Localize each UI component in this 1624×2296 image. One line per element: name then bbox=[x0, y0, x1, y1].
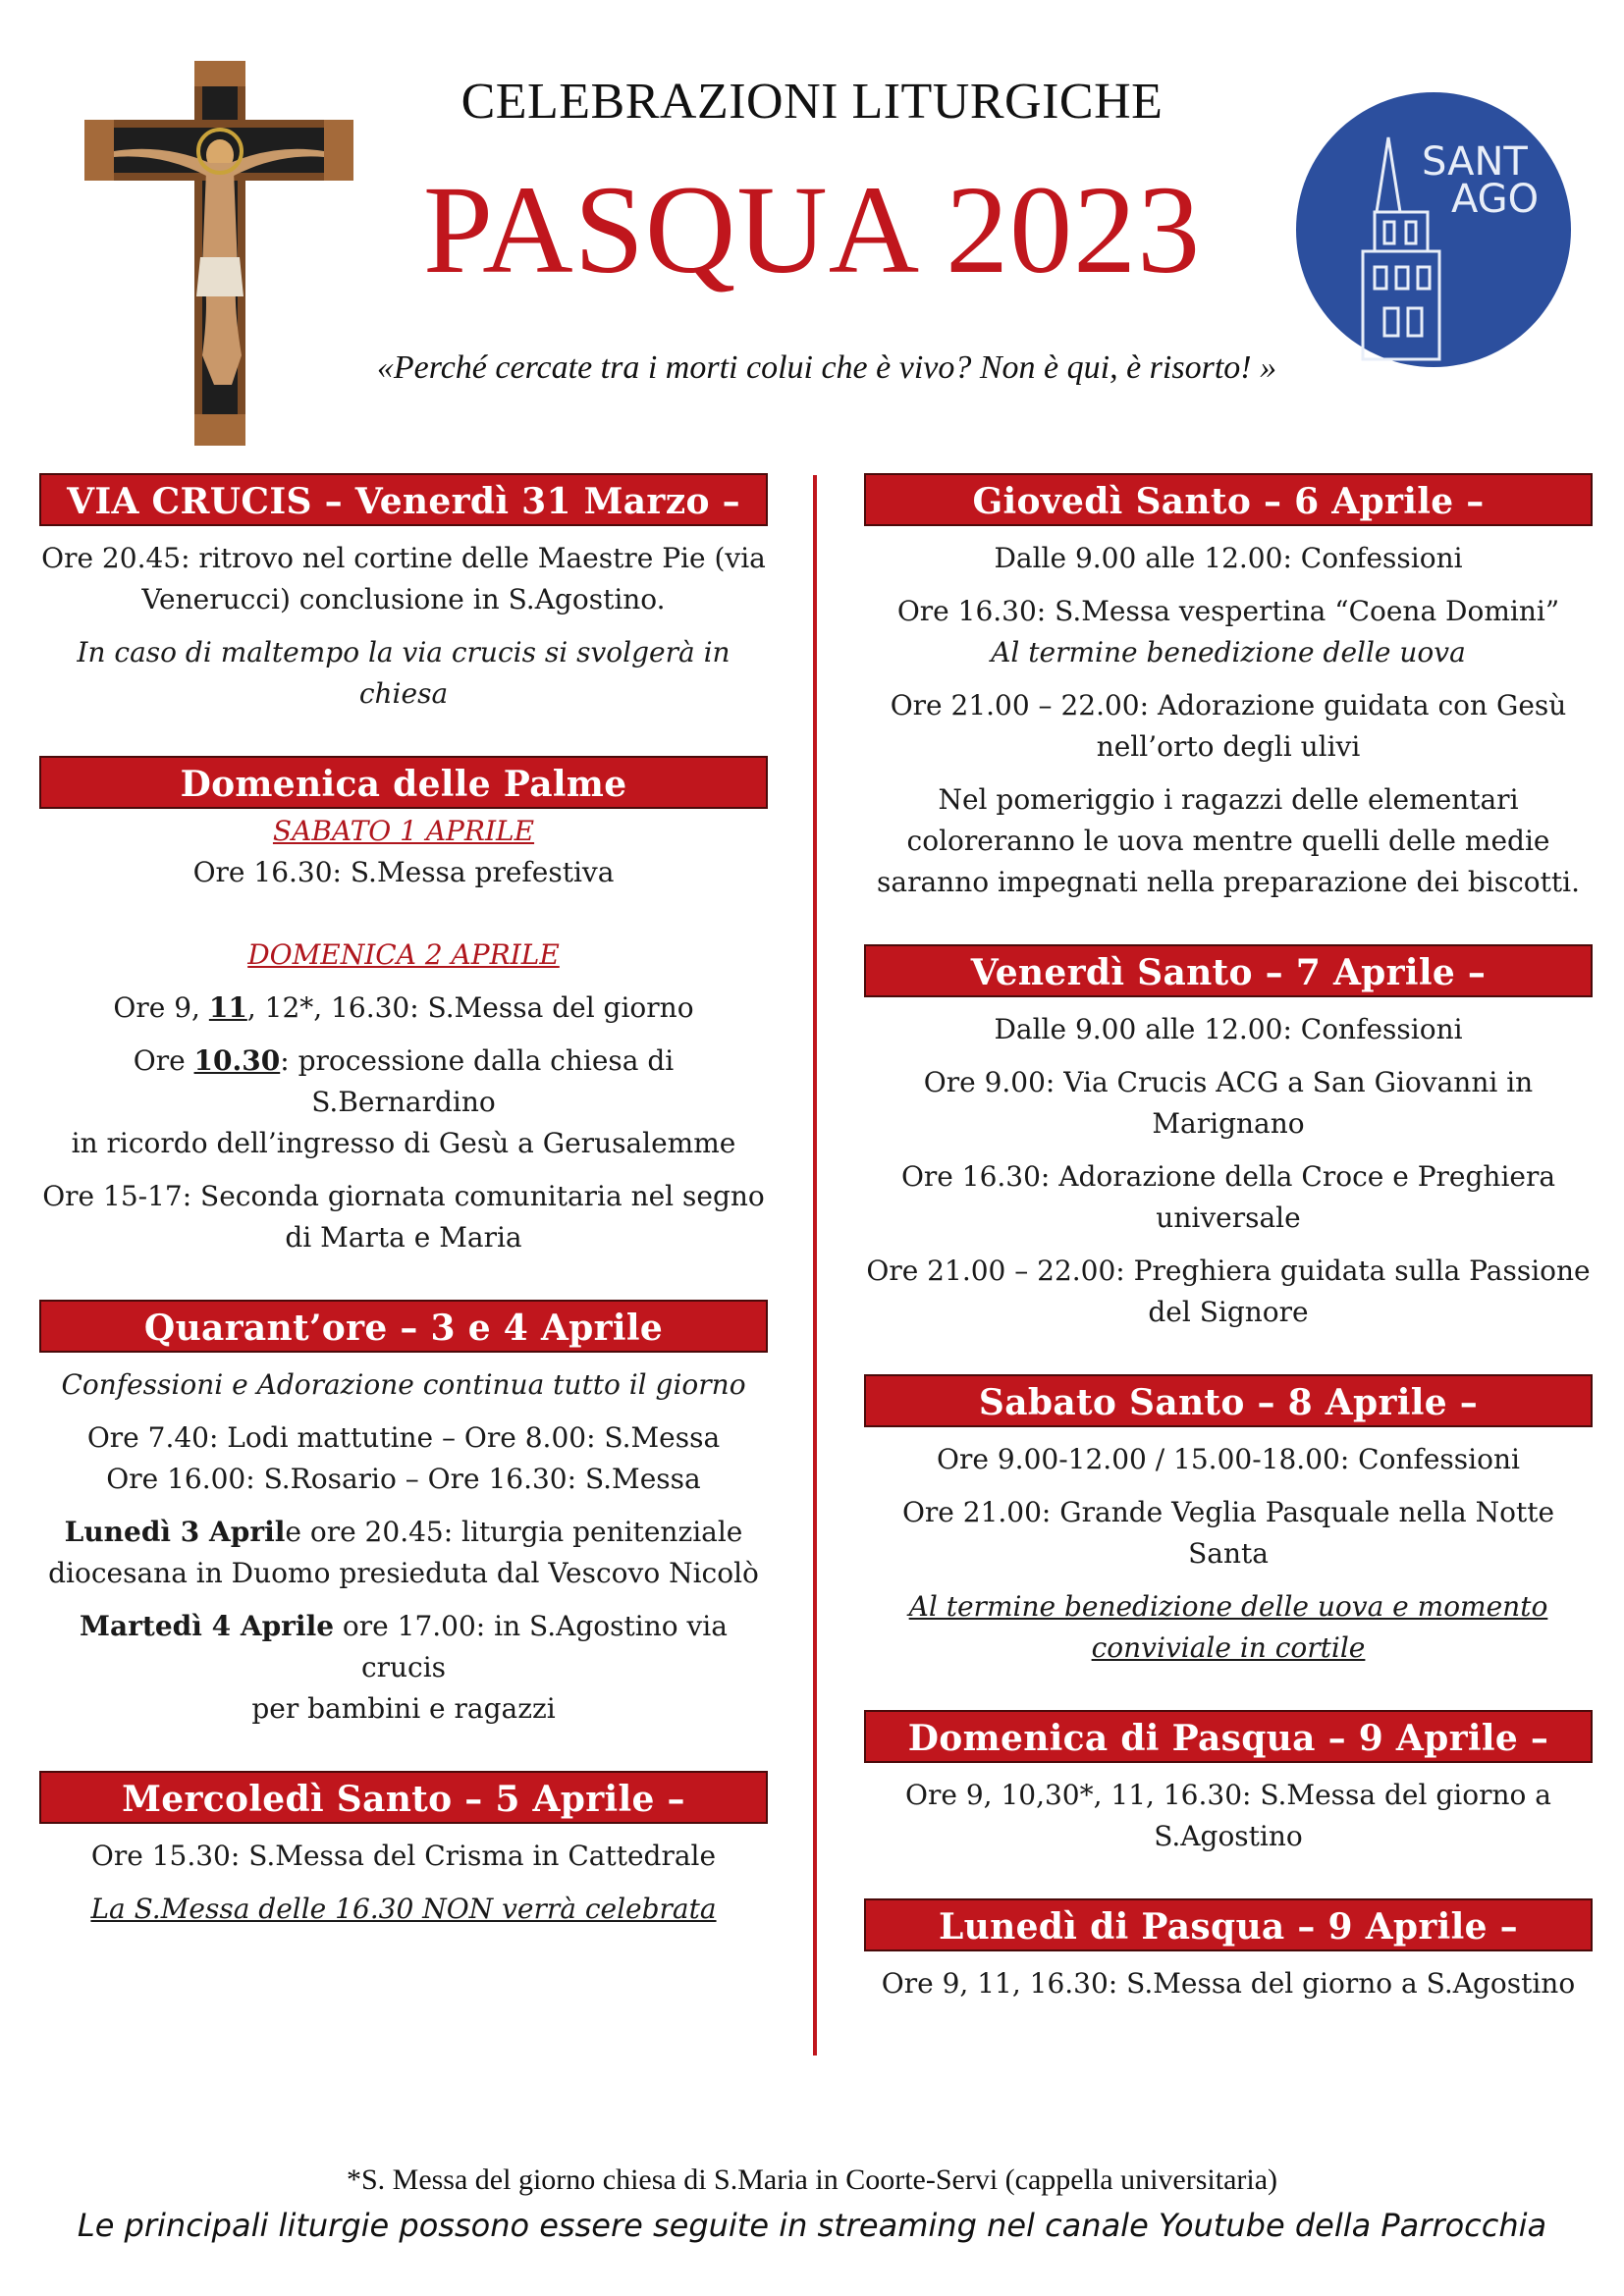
text-line: Martedì 4 Aprile ore 17.00: in S.Agostino via crucis bbox=[80, 1610, 728, 1683]
section-mercoledi bbox=[39, 1771, 768, 1930]
note-line: Confessioni e Adorazione continua tutto il giorno bbox=[61, 1368, 746, 1401]
section-title: Sabato Santo – 8 Aprile – bbox=[864, 1374, 1593, 1427]
text-line: Venerucci) conclusione in S.Agostino. bbox=[141, 583, 666, 615]
text-line: Ore 7.40: Lodi mattutine – Ore 8.00: S.Messa bbox=[86, 1421, 721, 1454]
text-line: Ore 9, 11, 12*, 16.30: S.Messa del giorno bbox=[113, 991, 694, 1024]
text-line: Ore 9.00-12.00 / 15.00-18.00: Confessioni bbox=[937, 1443, 1520, 1475]
section-sabato bbox=[864, 1374, 1593, 1669]
section-quarantore bbox=[39, 1300, 768, 1730]
text-line: Ore 16.30: Adorazione della Croce e Preghiera bbox=[900, 1160, 1556, 1193]
text-line: Ore 21.00 – 22.00: Preghiera guidata sulla Passione bbox=[866, 1255, 1591, 1287]
right-column bbox=[864, 473, 1593, 2046]
svg-text:AGO: AGO bbox=[1451, 177, 1540, 222]
text-line: coloreranno le uova mentre quelli delle medie bbox=[906, 825, 1550, 857]
gospel-quote: «Perché cercate tra i morti colui che è vivo? Non è qui, è risorto! » bbox=[376, 349, 1277, 386]
text-line: nell’orto degli ulivi bbox=[1096, 730, 1361, 763]
note-line: Al termine benedizione delle uova e momento bbox=[908, 1590, 1548, 1623]
section-venerdi bbox=[864, 944, 1593, 1333]
text-line: in ricordo dell’ingresso di Gesù a Gerusalemme bbox=[71, 1127, 736, 1159]
text-line: Dalle 9.00 alle 12.00: Confessioni bbox=[994, 1013, 1463, 1045]
note-line: La S.Messa delle 16.30 NON verrà celebrata bbox=[90, 1893, 717, 1925]
left-column bbox=[39, 473, 768, 1971]
section-giovedi bbox=[864, 473, 1593, 903]
text-line: Ore 9, 11, 16.30: S.Messa del giorno a S.Agostino bbox=[881, 1967, 1576, 2000]
text-line: saranno impegnati nella preparazione dei biscotti. bbox=[877, 866, 1580, 898]
section-title: Giovedì Santo – 6 Aprile – bbox=[864, 473, 1593, 526]
section-title: Mercoledì Santo – 5 Aprile – bbox=[39, 1771, 768, 1824]
text-line: Lunedì 3 Aprile ore 20.45: liturgia penitenziale bbox=[64, 1516, 743, 1548]
date-label: SABATO 1 APRILE bbox=[272, 815, 535, 847]
section-title: VIA CRUCIS – Venerdì 31 Marzo – bbox=[39, 473, 768, 526]
text-line: Ore 21.00: Grande Veglia Pasquale nella Notte bbox=[901, 1496, 1555, 1528]
note-line: Al termine benedizione delle uova bbox=[991, 636, 1466, 668]
text-line: Ore 16.30: S.Messa prefestiva bbox=[192, 856, 615, 888]
santago-logo bbox=[1294, 90, 1573, 369]
text-line: Ore 10.30: processione dalla chiesa di S.Bernardino bbox=[133, 1044, 675, 1118]
section-title: Venerdì Santo – 7 Aprile – bbox=[864, 944, 1593, 997]
section-palme bbox=[39, 756, 768, 1258]
text-line: per bambini e ragazzi bbox=[251, 1692, 556, 1725]
text-line: Ore 16.00: S.Rosario – Ore 16.30: S.Messa bbox=[106, 1463, 701, 1495]
text-line: Nel pomeriggio i ragazzi delle elementari bbox=[938, 783, 1519, 816]
text-line: Santa bbox=[1188, 1537, 1269, 1570]
section-pasqua bbox=[864, 1710, 1593, 1857]
text-line: diocesana in Duomo presieduta dal Vescovo Nicolò bbox=[48, 1557, 759, 1589]
section-title: Domenica di Pasqua – 9 Aprile – bbox=[864, 1710, 1593, 1763]
footnote: *S. Messa del giorno chiesa di S.Maria in Coorte-Servi (cappella universitaria) bbox=[346, 2163, 1278, 2196]
kicker-title: CELEBRAZIONI LITURGICHE bbox=[460, 74, 1164, 130]
section-via-crucis bbox=[39, 473, 768, 715]
note-line: In caso di maltempo la via crucis si svolgerà in chiesa bbox=[77, 636, 731, 710]
text-line: del Signore bbox=[1148, 1296, 1309, 1328]
section-title: Lunedì di Pasqua – 9 Aprile – bbox=[864, 1898, 1593, 1951]
main-title: PASQUA 2023 bbox=[422, 160, 1202, 299]
text-line: Ore 15.30: S.Messa del Crisma in Cattedrale bbox=[90, 1840, 717, 1872]
date-label: DOMENICA 2 APRILE bbox=[247, 938, 560, 971]
text-line: Ore 16.30: S.Messa vespertina “Coena Domini” bbox=[896, 595, 1560, 627]
section-title: Quarant’ore – 3 e 4 Aprile bbox=[39, 1300, 768, 1353]
text-line: Ore 20.45: ritrovo nel cortine delle Maestre Pie (via bbox=[41, 542, 766, 574]
text-line: universale bbox=[1156, 1201, 1301, 1234]
text-line: Dalle 9.00 alle 12.00: Confessioni bbox=[994, 542, 1463, 574]
section-title: Domenica delle Palme bbox=[39, 756, 768, 809]
text-line: Ore 15-17: Seconda giornata comunitaria nel segno bbox=[42, 1180, 765, 1212]
text-line: Ore 9.00: Via Crucis ACG a San Giovanni in bbox=[923, 1066, 1534, 1098]
note-line: conviviale in cortile bbox=[1091, 1631, 1366, 1664]
streaming-note: Le principali liturgie possono essere seguite in streaming nel canale Youtube della Parrocchia bbox=[77, 2207, 1547, 2244]
text-line: di Marta e Maria bbox=[285, 1221, 522, 1254]
column-divider bbox=[813, 475, 817, 2056]
text-line: Marignano bbox=[1152, 1107, 1305, 1140]
text-line: Ore 21.00 – 22.00: Adorazione guidata con Gesù bbox=[890, 689, 1567, 721]
text-line: S.Agostino bbox=[1154, 1820, 1303, 1852]
svg-text:SANT: SANT bbox=[1422, 139, 1528, 185]
text-line: Ore 9, 10,30*, 11, 16.30: S.Messa del giorno a bbox=[905, 1779, 1551, 1811]
section-lunedi bbox=[864, 1898, 1593, 2004]
